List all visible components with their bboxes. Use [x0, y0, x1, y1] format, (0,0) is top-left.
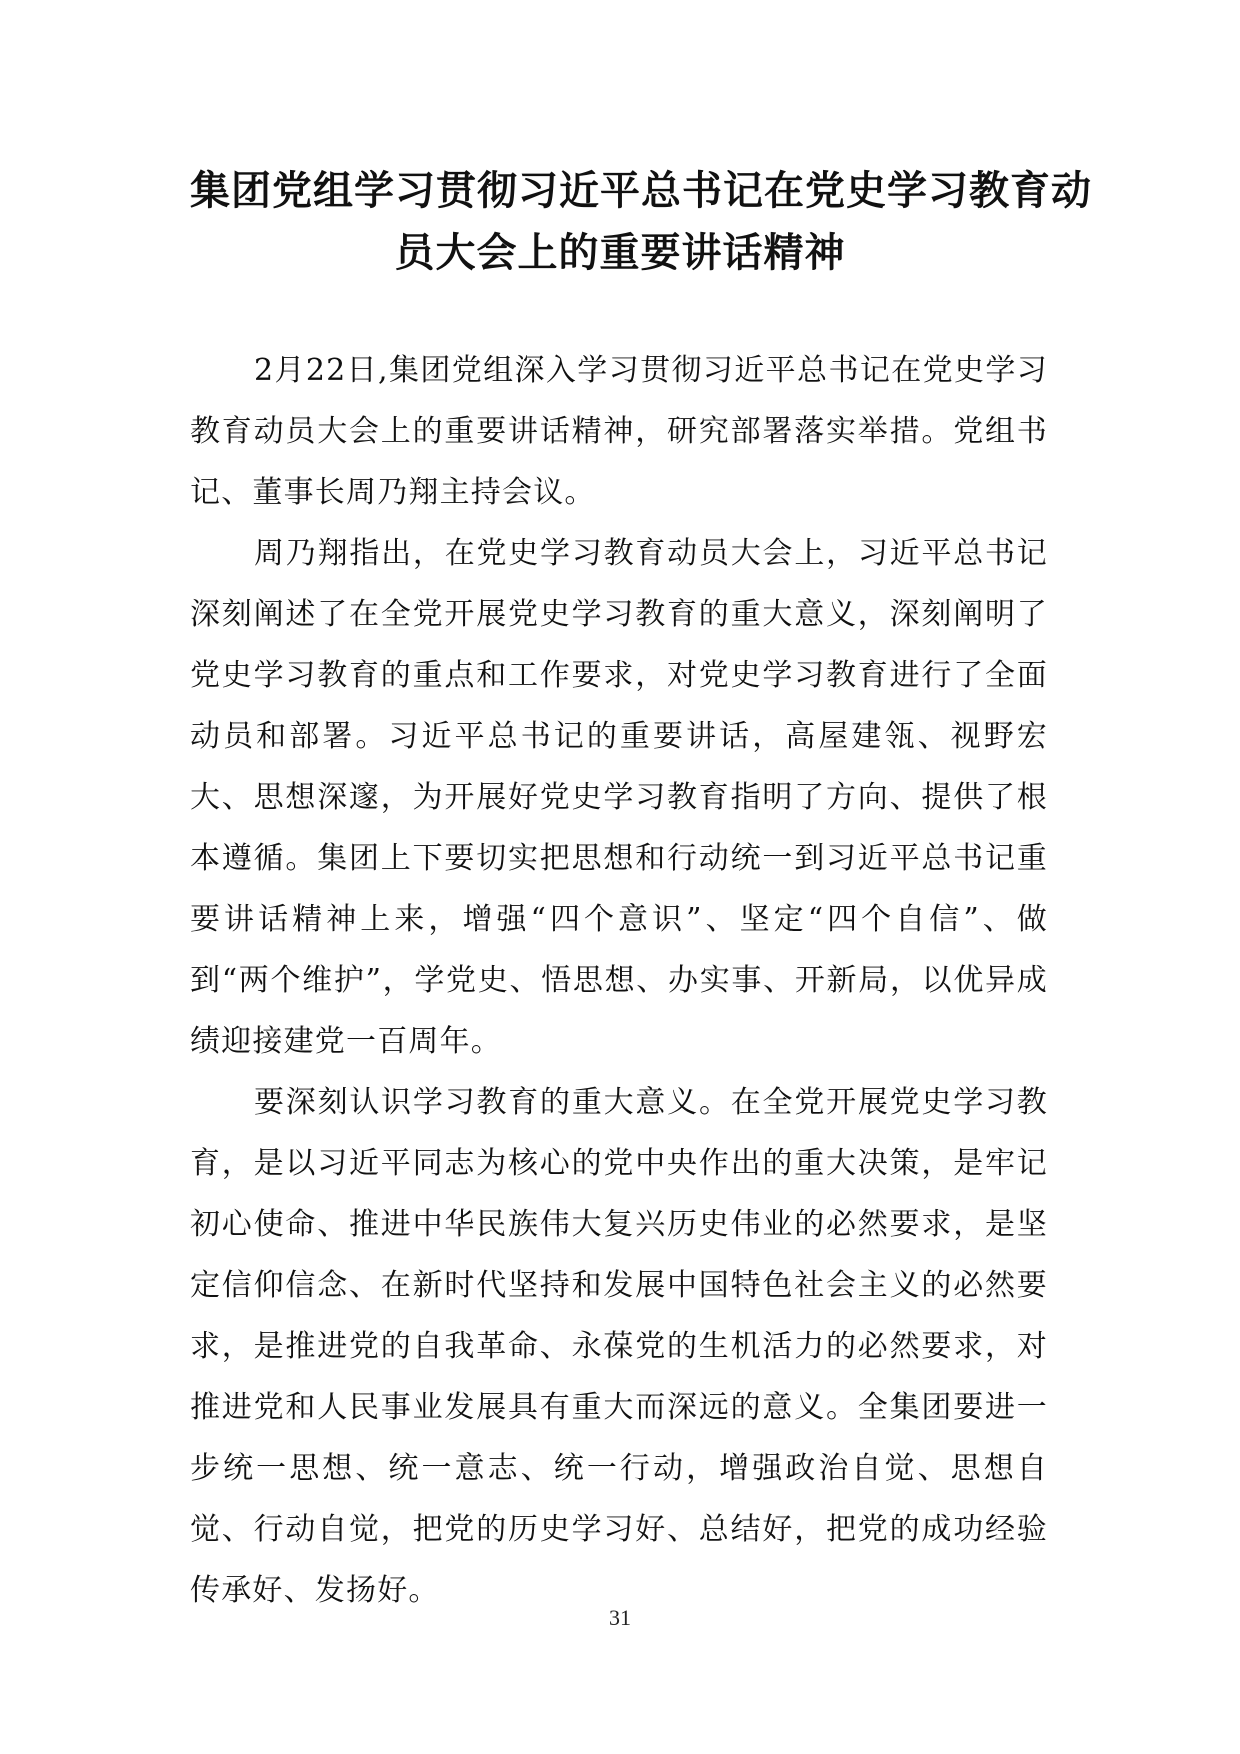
paragraph-3: 要深刻认识学习教育的重大意义。在全党开展党史学习教育，是以习近平同志为核心的党中央作出的重大决策，是牢记初心使命、推进中华民族伟大复兴历史伟业的必然要求，是坚定信仰信念、在新时代坚持和发展中国特色社会主义的必然要求，是推进党的自我革命、永葆党的生机活力的必然要求，对推进党和人民事业发展具有重大而深远的意义。全集团要进一步统一思想、统一意志、统一行动，增强政治自觉、思想自觉、行动自觉，把党的历史学习好、总结好，把党的成功经验传承好、发扬好。	[190, 1085, 1048, 1608]
page-title	[190, 160, 1092, 284]
title-line-1: 集团党组学习贯彻习近平总书记在党史学习教育动	[190, 168, 1092, 214]
paragraph-1: 2月22日,集团党组深入学习贯彻习近平总书记在党史学习教育动员大会上的重要讲话精神，研究部署落实举措。党组书记、董事长周乃翔主持会议。	[190, 353, 1048, 510]
paragraph-2: 周乃翔指出，在党史学习教育动员大会上，习近平总书记深刻阐述了在全党开展党史学习教育的重大意义，深刻阐明了党史学习教育的重点和工作要求，对党史学习教育进行了全面动员和部署。习近平总书记的重要讲话，高屋建瓴、视野宏大、思想深邃，为开展好党史学习教育指明了方向、提供了根本遵循。集团上下要切实把思想和行动统一到习近平总书记重要讲话精神上来，增强“四个意识”、坚定“四个自信”、做到“两个维护”，学党史、悟思想、办实事、开新局，以优异成绩迎接建党一百周年。	[190, 536, 1048, 1059]
article-body	[190, 340, 1048, 1621]
page-number: 31	[609, 1605, 631, 1630]
title-line-2: 员大会上的重要讲话精神	[394, 230, 846, 276]
